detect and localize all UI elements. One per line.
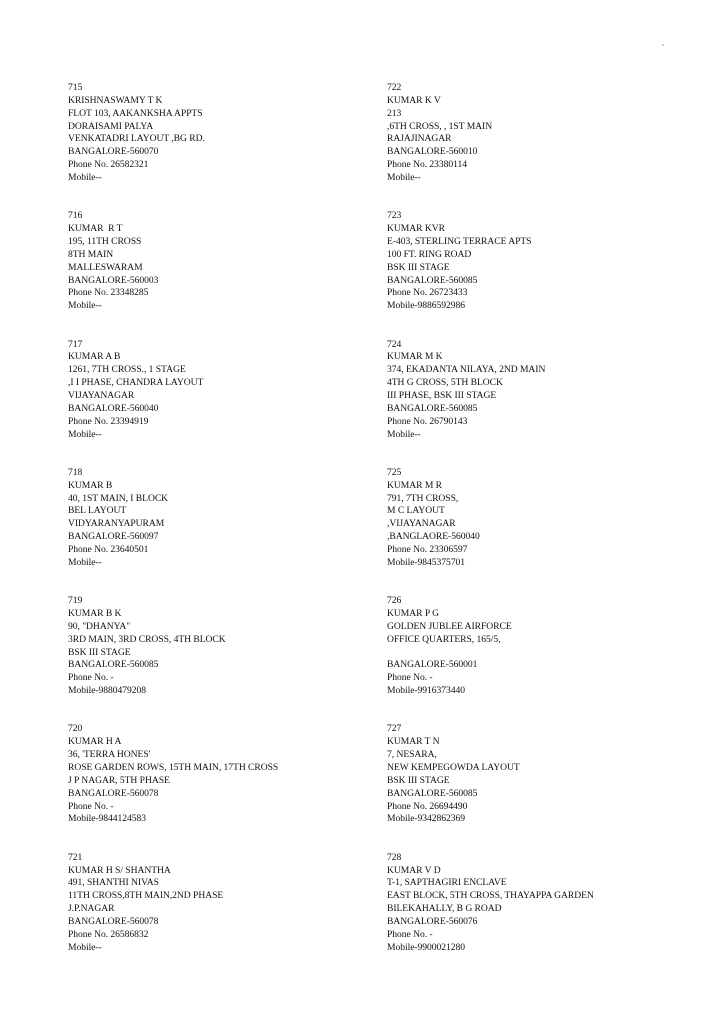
address-line-1: 374, EKADANTA NILAYA, 2ND MAIN <box>387 364 546 376</box>
phone-number: Phone No. 23306597 <box>387 543 468 555</box>
city-pincode: BANGALORE-560001 <box>387 659 478 671</box>
address-line-3 <box>387 647 687 660</box>
city-pincode: BANGALORE-560085 <box>68 659 159 671</box>
mobile-number: Mobile-9845375701 <box>387 556 466 568</box>
address-line-2: ,6TH CROSS, , 1ST MAIN <box>387 120 493 132</box>
address-line-2: M C LAYOUT <box>387 505 445 517</box>
address-line-2: 3RD MAIN, 3RD CROSS, 4TH BLOCK <box>68 633 226 645</box>
entry-number: 721 <box>68 851 83 863</box>
directory-entry <box>387 723 687 851</box>
directory-entry <box>387 852 687 980</box>
address-line-3: BSK III STAGE <box>68 646 131 658</box>
left-column <box>68 82 368 980</box>
city-pincode: BANGALORE-560040 <box>68 402 159 414</box>
address-line-1: 491, SHANTHI NIVAS <box>68 877 159 889</box>
address-line-3: BILEKAHALLY, B G ROAD <box>387 903 502 915</box>
city-pincode: BANGALORE-560070 <box>68 146 159 158</box>
mobile-number: Mobile-- <box>387 171 421 183</box>
directory-entry <box>68 339 368 467</box>
address-line-3: RAJAJINAGAR <box>387 133 452 145</box>
mobile-number: Mobile-- <box>387 428 421 440</box>
address-line-2: DORAISAMI PALYA <box>68 120 154 132</box>
address-line-1: 791, 7TH CROSS, <box>387 492 459 504</box>
entry-name: KUMAR H S/ SHANTHA <box>68 864 171 876</box>
address-line-1: 1261, 7TH CROSS., 1 STAGE <box>68 364 186 376</box>
address-line-1: 90, "DHANYA" <box>68 620 131 632</box>
entry-name: KUMAR M R <box>387 479 442 491</box>
address-line-2: NEW KEMPEGOWDA LAYOUT <box>387 762 520 774</box>
entry-number: 726 <box>387 595 402 607</box>
phone-number: Phone No. - <box>68 672 114 684</box>
city-pincode: BANGALORE-560085 <box>387 787 478 799</box>
city-pincode: BANGALORE-560003 <box>68 274 159 286</box>
entry-number: 719 <box>68 595 83 607</box>
address-line-3: MALLESWARAM <box>68 261 143 273</box>
address-line-1: FLOT 103, AAKANKSHA APPTS <box>68 107 203 119</box>
right-column <box>387 82 687 980</box>
directory-entry <box>387 595 687 723</box>
phone-number: Phone No. - <box>387 928 433 940</box>
mobile-number: Mobile-9844124583 <box>68 813 147 825</box>
city-pincode: BANGALORE-560085 <box>387 274 478 286</box>
phone-number: Phone No. 26790143 <box>387 415 468 427</box>
directory-entry <box>387 82 687 210</box>
phone-number: Phone No. 23640501 <box>68 543 149 555</box>
address-line-3: J.P.NAGAR <box>68 903 115 915</box>
address-line-1: T-1, SAPTHAGIRI ENCLAVE <box>387 877 507 889</box>
mobile-number: Mobile-9880479208 <box>68 685 147 697</box>
entry-name: KUMAR KVR <box>387 223 445 235</box>
scan-speck <box>662 44 664 46</box>
address-line-3: ,VIJAYANAGAR <box>387 518 456 530</box>
city-pincode: BANGALORE-560085 <box>387 402 478 414</box>
mobile-number: Mobile-9886592986 <box>387 300 466 312</box>
entry-name: KUMAR B K <box>68 608 122 620</box>
address-line-3: BSK III STAGE <box>387 774 450 786</box>
entry-number: 717 <box>68 338 83 350</box>
address-line-3: VIJAYANAGAR <box>68 389 135 401</box>
entry-number: 722 <box>387 82 402 93</box>
phone-number: Phone No. 23380114 <box>387 159 468 171</box>
phone-number: Phone No. - <box>387 672 433 684</box>
entry-name: KUMAR H A <box>68 736 122 748</box>
phone-number: Phone No. 23394919 <box>68 415 149 427</box>
city-pincode: BANGALORE-560097 <box>68 531 159 543</box>
phone-number: Phone No. 26586832 <box>68 928 149 940</box>
mobile-number: Mobile-- <box>68 300 102 312</box>
address-line-2: BEL LAYOUT <box>68 505 127 517</box>
directory-entry <box>387 467 687 595</box>
entry-name: KUMAR R T <box>68 223 123 235</box>
address-line-1: 7, NESARA, <box>387 749 437 761</box>
address-line-2: 100 FT. RING ROAD <box>387 248 472 260</box>
directory-entry <box>387 210 687 338</box>
entry-number: 720 <box>68 723 83 735</box>
directory-entry <box>387 339 687 467</box>
address-line-1: GOLDEN JUBLEE AIRFORCE <box>387 620 512 632</box>
mobile-number: Mobile-- <box>68 941 102 953</box>
directory-entry <box>68 210 368 338</box>
mobile-number: Mobile-- <box>68 556 102 568</box>
phone-number: Phone No. 23348285 <box>68 287 149 299</box>
entry-number: 728 <box>387 851 402 863</box>
address-line-2: ,I I PHASE, CHANDRA LAYOUT <box>68 377 204 389</box>
directory-entry <box>68 723 368 851</box>
address-line-2: 8TH MAIN <box>68 248 114 260</box>
entry-name: KUMAR B <box>68 479 113 491</box>
directory-entry <box>68 852 368 980</box>
phone-number: Phone No. - <box>68 800 114 812</box>
address-line-3: VIDYARANYAPURAM <box>68 518 165 530</box>
address-line-2: EAST BLOCK, 5TH CROSS, THAYAPPA GARDEN <box>387 890 594 902</box>
entry-number: 715 <box>68 82 83 93</box>
phone-number: Phone No. 26582321 <box>68 159 149 171</box>
address-line-1: 195, 11TH CROSS <box>68 235 142 247</box>
entry-number: 727 <box>387 723 402 735</box>
city-pincode: BANGALORE-560076 <box>387 916 478 927</box>
entry-name: KUMAR T N <box>387 736 440 748</box>
address-line-3: BSK III STAGE <box>387 261 450 273</box>
mobile-number: Mobile-9342862369 <box>387 813 466 825</box>
phone-number: Phone No. 26723433 <box>387 287 468 299</box>
phone-number: Phone No. 26694490 <box>387 800 468 812</box>
mobile-number: Mobile-- <box>68 428 102 440</box>
entry-number: 718 <box>68 466 83 478</box>
address-line-2: 4TH G CROSS, 5TH BLOCK <box>387 377 503 389</box>
address-line-1: E-403, STERLING TERRACE APTS <box>387 235 532 247</box>
entry-name: KUMAR P G <box>387 608 439 620</box>
entry-number: 725 <box>387 466 402 478</box>
address-line-3: III PHASE, BSK III STAGE <box>387 389 497 401</box>
entry-number: 724 <box>387 338 402 350</box>
city-pincode: BANGALORE-560010 <box>387 146 478 158</box>
mobile-number: Mobile-9900021280 <box>387 941 466 953</box>
directory-entry <box>68 467 368 595</box>
address-line-1: 36, 'TERRA HONES' <box>68 749 151 761</box>
entry-number: 723 <box>387 210 402 222</box>
address-line-1: 213 <box>387 107 402 119</box>
address-line-1: 40, 1ST MAIN, I BLOCK <box>68 492 169 504</box>
entry-name: KUMAR A B <box>68 351 121 363</box>
directory-entry <box>68 82 368 210</box>
address-line-2: 11TH CROSS,8TH MAIN,2ND PHASE <box>68 890 224 902</box>
city-pincode: BANGALORE-560078 <box>68 787 159 799</box>
mobile-number: Mobile-- <box>68 171 102 183</box>
address-line-3: J P NAGAR, 5TH PHASE <box>68 774 170 786</box>
address-line-2: ROSE GARDEN ROWS, 15TH MAIN, 17TH CROSS <box>68 762 279 774</box>
city-pincode: BANGALORE-560078 <box>68 916 159 927</box>
city-pincode: ,BANGLAORE-560040 <box>387 531 480 543</box>
entry-name: KUMAR K V <box>387 94 441 106</box>
address-line-2: OFFICE QUARTERS, 165/5, <box>387 633 501 645</box>
mobile-number: Mobile-9916373440 <box>387 685 466 697</box>
entry-number: 716 <box>68 210 83 222</box>
directory-entry <box>68 595 368 723</box>
address-line-3: VENKATADRI LAYOUT ,BG RD. <box>68 133 205 145</box>
entry-name: KUMAR V D <box>387 864 441 876</box>
entry-name: KRISHNASWAMY T K <box>68 94 163 106</box>
entry-name: KUMAR M K <box>387 351 443 363</box>
